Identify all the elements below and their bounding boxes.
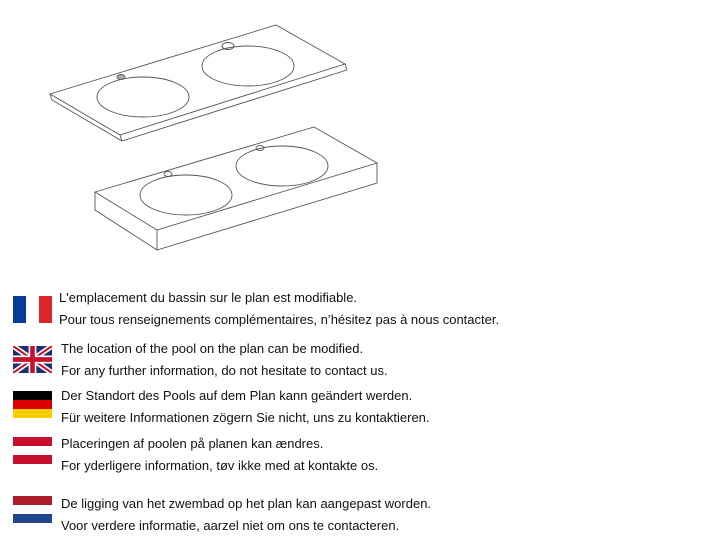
countertop-top-view	[50, 25, 347, 141]
left-basin-top	[97, 77, 189, 117]
right-basin-base	[236, 146, 328, 186]
uk-flag-icon	[13, 346, 52, 373]
notice-line-contact: Pour tous renseignements complémentaires, n’hésitez pas à nous contacter.	[59, 312, 500, 327]
notice-line-modifiable: Placeringen af poolen på planen kan ændres.	[61, 436, 324, 451]
right-tap-hole-top	[222, 43, 234, 50]
notice-line-contact: For yderligere information, tøv ikke med at kontakte os.	[61, 458, 379, 473]
notice-dutch	[0, 496, 720, 542]
notice-line-modifiable: De ligging van het zwembad op het plan kan aangepast worden.	[61, 496, 432, 511]
notice-german	[0, 388, 720, 434]
netherlands-flag-icon	[13, 496, 52, 523]
notice-line-modifiable: The location of the pool on the plan can be modified.	[61, 341, 364, 356]
notice-line-contact: Voor verdere informatie, aarzel niet om ons te contacteren.	[61, 518, 400, 533]
notice-french	[0, 290, 720, 336]
left-basin-base	[140, 175, 232, 215]
notice-line-modifiable: Der Standort des Pools auf dem Plan kann geändert werden.	[61, 388, 413, 403]
left-tap-hole-base	[164, 172, 172, 177]
countertop-base-view	[95, 127, 377, 250]
double-basin-countertop-illustration	[0, 0, 720, 265]
notice-danish	[0, 436, 720, 482]
france-flag-icon	[13, 296, 52, 323]
denmark-flag-icon	[13, 437, 52, 464]
notice-line-contact: Für weitere Informationen zögern Sie nicht, uns zu kontaktieren.	[61, 410, 430, 425]
notice-line-contact: For any further information, do not hesitate to contact us.	[61, 363, 388, 378]
germany-flag-icon	[13, 391, 52, 418]
right-basin-top	[202, 46, 294, 86]
notice-line-modifiable: L'emplacement du bassin sur le plan est modifiable.	[59, 290, 358, 305]
left-tap-hole-top	[117, 75, 125, 80]
notice-english	[0, 341, 720, 387]
